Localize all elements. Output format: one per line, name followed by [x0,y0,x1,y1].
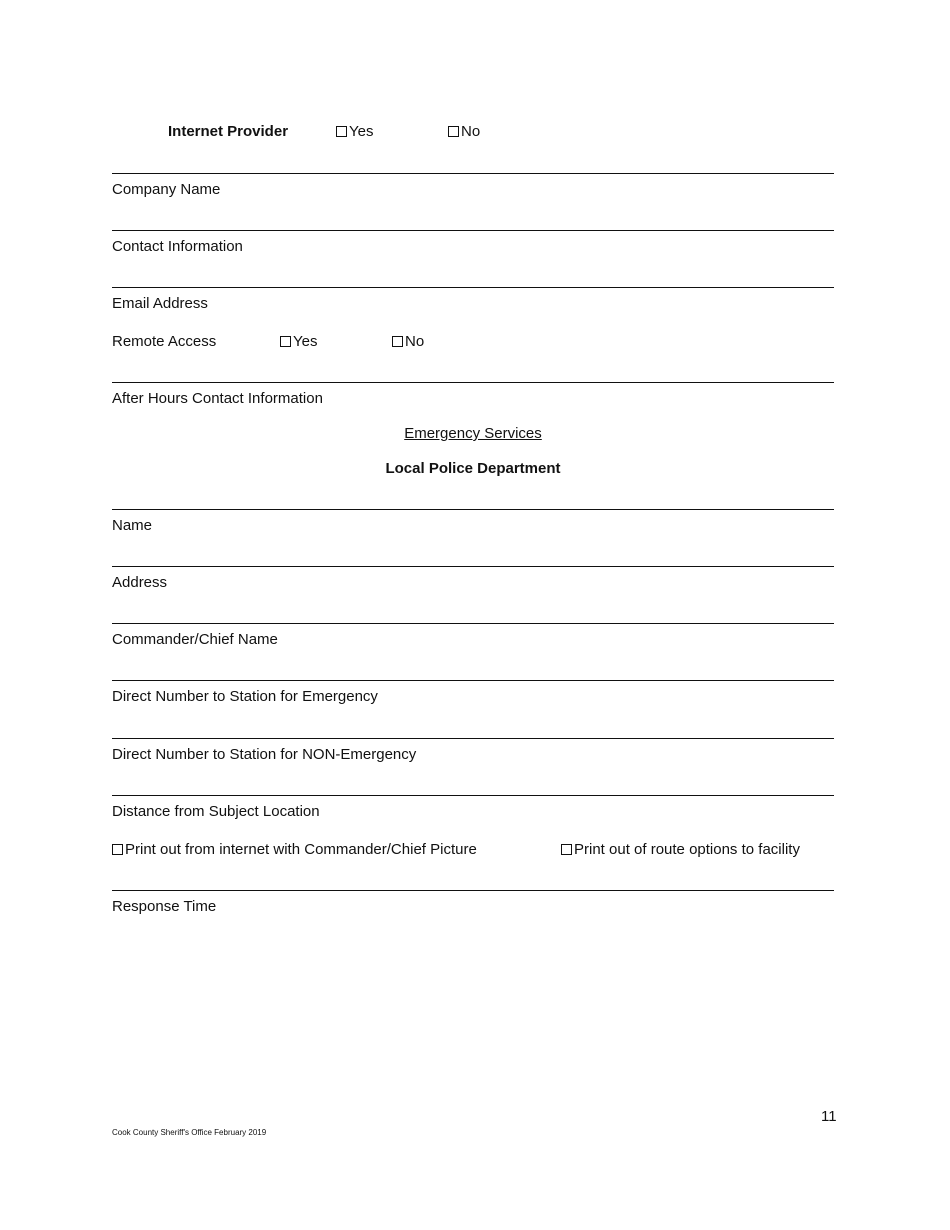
direct-emergency-line[interactable] [112,680,834,681]
remote-access-no-checkbox[interactable] [392,336,403,347]
email-address-line[interactable] [112,287,834,288]
police-name-label: Name [112,517,153,534]
remote-access-yes-option[interactable] [280,333,317,351]
response-time-line[interactable] [112,890,834,891]
after-hours-label: After Hours Contact Information [112,390,323,407]
remote-access-no-option[interactable] [392,333,424,351]
print-picture-checkbox[interactable] [112,844,123,855]
contact-information-label: Contact Information [112,238,243,255]
internet-provider-no-option[interactable] [448,123,480,141]
local-police-department-heading: Local Police Department [385,460,561,477]
emergency-services-heading-wrap [112,425,834,443]
internet-provider-no-label: No [461,123,481,140]
remote-access-yes-checkbox[interactable] [280,336,291,347]
remote-access-label: Remote Access [112,333,217,350]
internet-provider-yes-checkbox[interactable] [336,126,347,137]
emergency-services-heading: Emergency Services [404,425,542,442]
police-address-line[interactable] [112,566,834,567]
after-hours-line[interactable] [112,382,834,383]
print-route-option[interactable] [561,841,800,859]
internet-provider-no-checkbox[interactable] [448,126,459,137]
response-time-label: Response Time [112,898,217,915]
direct-non-emergency-line[interactable] [112,738,834,739]
print-picture-label: Print out from internet with Commander/Chief Picture [125,841,477,858]
remote-access-no-label: No [405,333,425,350]
police-name-line[interactable] [112,509,834,510]
print-route-checkbox[interactable] [561,844,572,855]
internet-provider-yes-option[interactable] [336,123,373,141]
police-address-label: Address [112,574,168,591]
commander-name-line[interactable] [112,623,834,624]
print-route-label: Print out of route options to facility [574,841,800,858]
distance-label: Distance from Subject Location [112,803,320,820]
internet-provider-label: Internet Provider [168,123,289,140]
company-name-line[interactable] [112,173,834,174]
page-number: 11 [821,1108,837,1125]
direct-non-emergency-label: Direct Number to Station for NON-Emergency [112,746,417,763]
remote-access-yes-label: Yes [293,333,318,350]
company-name-label: Company Name [112,181,221,198]
contact-information-line[interactable] [112,230,834,231]
direct-emergency-label: Direct Number to Station for Emergency [112,688,378,705]
internet-provider-yes-label: Yes [349,123,374,140]
commander-name-label: Commander/Chief Name [112,631,278,648]
email-address-label: Email Address [112,295,208,312]
distance-line[interactable] [112,795,834,796]
footer-text: Cook County Sheriff's Office February 2019 [112,1128,267,1137]
print-picture-option[interactable] [112,841,477,859]
